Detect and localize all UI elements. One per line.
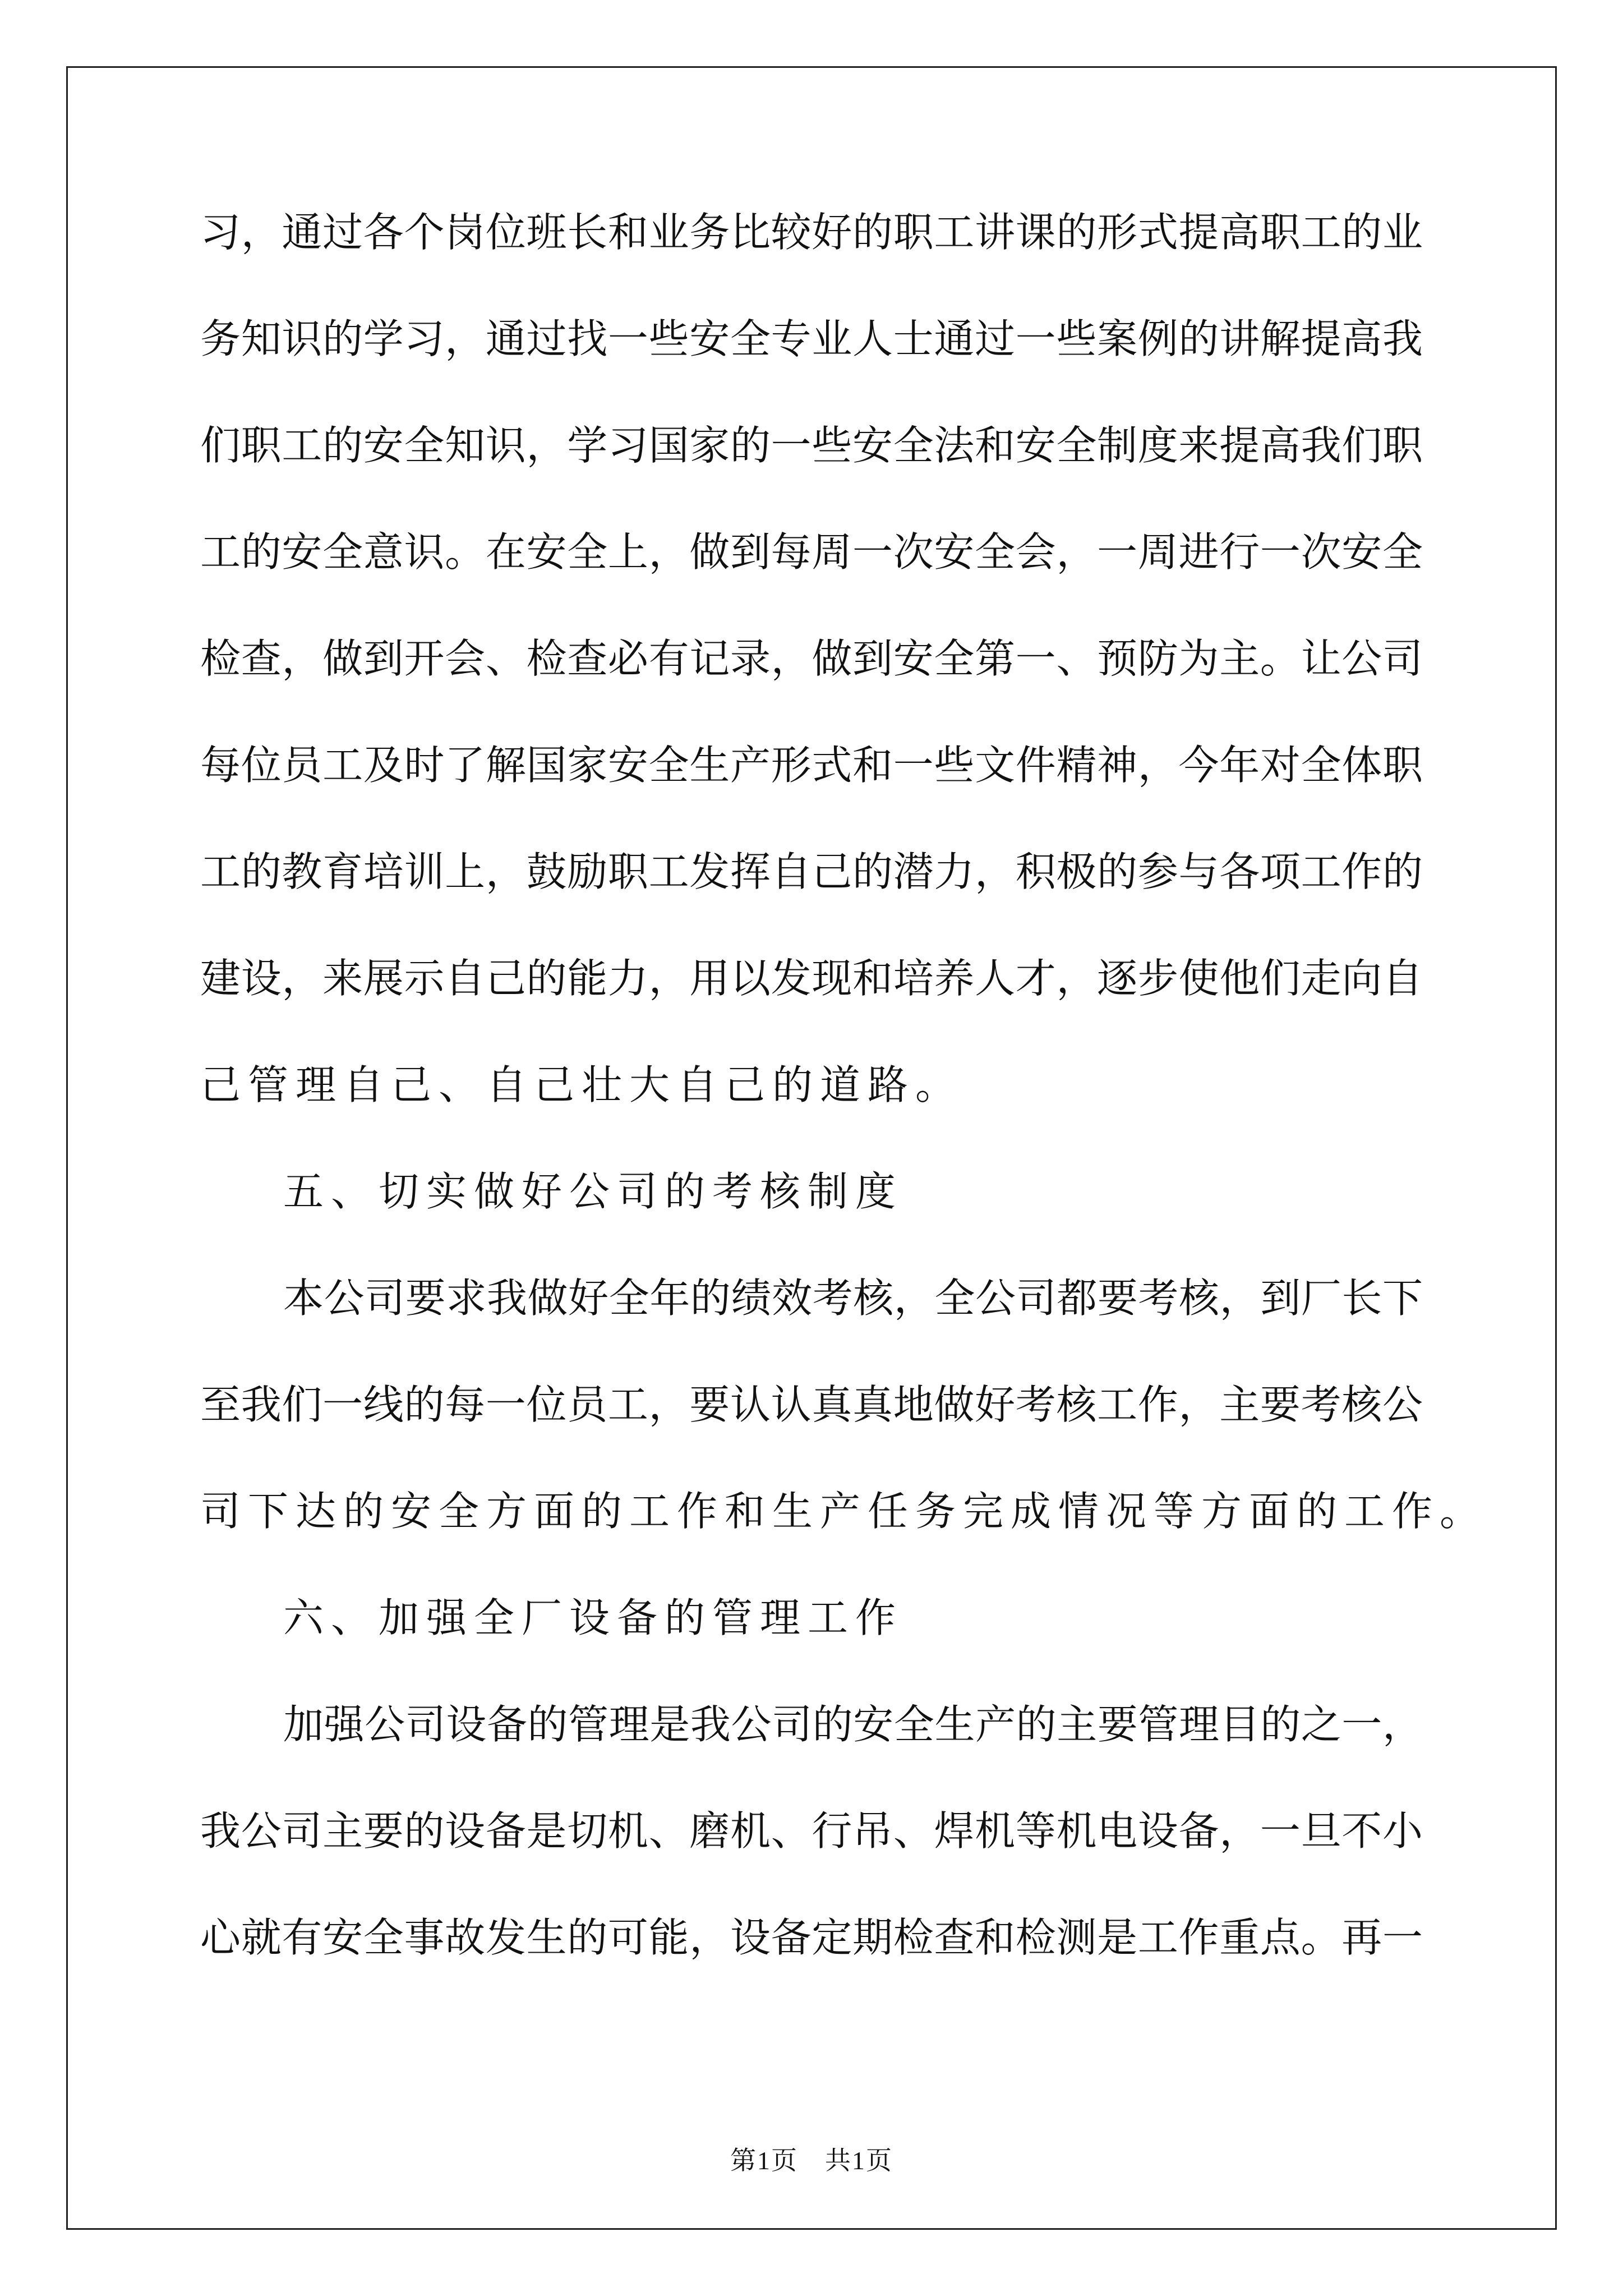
text-line: 己管理自己、自己壮大自己的道路。 — [200, 1061, 963, 1108]
text-line: 习，通过各个岗位班长和业务比较好的职工讲课的形式提高职工的业 — [200, 209, 1423, 256]
text-line: 们职工的安全知识，学习国家的一些安全法和安全制度来提高我们职 — [200, 422, 1423, 469]
text-line: 务知识的学习，通过找一些安全专业人士通过一些案例的讲解提高我 — [200, 315, 1423, 362]
text-line: 工的安全意识。在安全上，做到每周一次安全会，一周进行一次安全 — [200, 528, 1423, 576]
text-line: 我公司主要的设备是切机、磨机、行吊、焊机等机电设备，一旦不小 — [200, 1807, 1423, 1855]
text-line: 加强公司设备的管理是我公司的安全生产的主要管理目的之一， — [283, 1701, 1423, 1748]
section-heading: 六、加强全厂设备的管理工作 — [283, 1594, 903, 1641]
text-line: 心就有安全事故发生的可能，设备定期检查和检测是工作重点。再一 — [200, 1914, 1423, 1961]
text-line: 每位员工及时了解国家安全生产形式和一些文件精神，今年对全体职 — [200, 742, 1423, 789]
text-line: 本公司要求我做好全年的绩效考核，全公司都要考核，到厂长下 — [283, 1274, 1423, 1322]
document-body — [200, 209, 1488, 2024]
text-line: 司下达的安全方面的工作和生产任务完成情况等方面的工作。 — [200, 1488, 1488, 1535]
text-line: 至我们一线的每一位员工，要认认真真地做好考核工作，主要考核公 — [200, 1381, 1423, 1428]
text-line: 建设，来展示自己的能力，用以发现和培养人才，逐步使他们走向自 — [200, 955, 1423, 1002]
text-line: 检查，做到开会、检查必有记录，做到安全第一、预防为主。让公司 — [200, 635, 1423, 682]
section-heading: 五、切实做好公司的考核制度 — [283, 1168, 903, 1215]
text-line: 工的教育培训上，鼓励职工发挥自己的潜力，积极的参与各项工作的 — [200, 848, 1423, 895]
page-number: 第1页 共1页 — [730, 2146, 893, 2175]
